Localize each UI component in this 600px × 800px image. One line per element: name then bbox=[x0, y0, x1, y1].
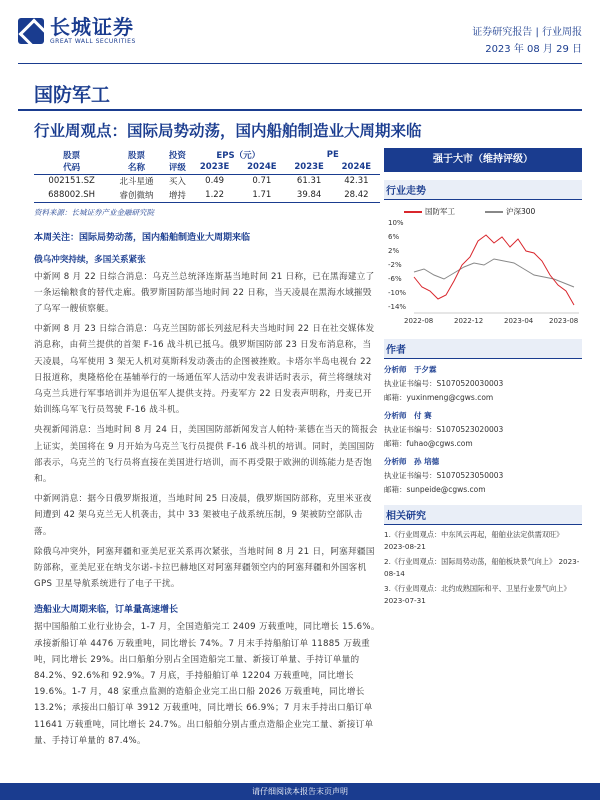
report-date: 2023 年 08 月 29 日 bbox=[485, 44, 582, 55]
th: 2024E bbox=[333, 161, 380, 174]
th: 2023E bbox=[285, 161, 332, 174]
x-tick: 2023-04 bbox=[504, 317, 534, 325]
cell: 39.84 bbox=[285, 188, 332, 202]
table-source: 资料来源：长城证券产业金融研究院 bbox=[34, 207, 154, 217]
cell: 42.31 bbox=[344, 176, 369, 187]
cell: 0.71 bbox=[252, 176, 272, 187]
legend-item: 国防军工 bbox=[404, 206, 455, 217]
th: 股票 bbox=[127, 150, 145, 161]
cell: 买入 bbox=[168, 177, 186, 188]
section-heading: 俄乌冲突持续，多国关系紧张 bbox=[34, 254, 146, 265]
x-tick: 2023-08 bbox=[549, 317, 579, 325]
paragraph: 除俄乌冲突外，阿塞拜疆和亚美尼亚关系再次紧张，当地时间 8 月 21 日，阿塞拜疆国防部称，亚美尼亚在纳戈尔诺-卡拉巴赫地区对阿塞拜疆领空内的阿塞拜疆和外国客机 GPS 卫星导航系统进行了电子干扰。 bbox=[34, 546, 375, 590]
logo-english: GREAT WALL SECURITIES bbox=[50, 38, 136, 45]
y-tick: 10% bbox=[388, 219, 404, 227]
trend-heading: 行业走势 bbox=[384, 180, 582, 200]
cell: 1.22 bbox=[191, 188, 238, 202]
y-tick: -10% bbox=[388, 289, 407, 297]
authors-heading: 作者 bbox=[384, 339, 582, 359]
logo-text: 长城证券 bbox=[50, 15, 134, 39]
x-tick: 2022-12 bbox=[454, 317, 484, 325]
footer-notice: 请仔细阅读本报告末页声明 bbox=[0, 783, 600, 800]
table-row bbox=[34, 188, 380, 202]
paragraph: 中新网 8 月 23 日综合消息：乌克兰国防部长列兹尼科夫当地时间 22 日在社交媒体发消息称，由荷兰提供的首架 F-16 战斗机已抵乌。俄罗斯国防部 23 日发布消息称，当天凌晨，乌军使用 3 架无人机对莫斯科发动袭击的企图被挫败。卡塔尔半岛电视台 22 日报道称，奥隆格伦在基辅举行的一场通伍军人活动中发表讲话时表示，荷兰将继续对乌克兰兵进行军事培训并为退伍军人提供支持。丹麦军方 22 日发表声明称，丹麦已开始训练乌军飞行员驾驶 F-16 战斗机。 bbox=[34, 324, 375, 416]
cell: 688002.SH bbox=[34, 188, 109, 202]
related-item[interactable]: 1.《行业周观点：中东风云再起，船舶业法定供需双旺》 2023-08-21 bbox=[384, 530, 564, 551]
cell: 61.31 bbox=[296, 176, 322, 187]
th: 2023E bbox=[191, 161, 238, 174]
industry-title: 国防军工 bbox=[34, 84, 111, 106]
rating-badge: 强于大市（维持评级） bbox=[384, 148, 582, 172]
related-item[interactable]: 3.《行业周观点：北约成熟国际和平、卫星行业景气向上》 2023-07-31 bbox=[384, 584, 571, 605]
y-tick: -6% bbox=[388, 275, 402, 283]
author-block: 分析师 付 赛 执业证书编号：S1070523020003 邮箱：fuhao@cgws.com bbox=[384, 411, 504, 448]
author-block: 分析师 于夕霖 执业证书编号：S1070520030003 邮箱：yuxinmeng@cgws.com bbox=[384, 365, 504, 402]
stock-table bbox=[34, 148, 380, 203]
paragraph: 央视新闻消息：当地时间 8 月 24 日，美国国防部新闻发言人帕特·莱德在当天的简报会上证实，美国将在 9 月开始为乌克兰飞行员提供 F-16 战斗机的培训。同时，美国国防部表示，乌克兰的飞行员将直接在美国进行培训，而不再受限于欧洲的训练能力是否饱和。 bbox=[34, 425, 378, 484]
report-header bbox=[0, 0, 600, 60]
sidebar bbox=[384, 148, 582, 606]
cell: 28.42 bbox=[333, 188, 380, 202]
th: 股票 bbox=[63, 150, 81, 161]
trend-chart bbox=[384, 217, 582, 327]
legend-item: 沪深300 bbox=[485, 206, 535, 217]
logo-icon bbox=[18, 18, 44, 44]
related-heading: 相关研究 bbox=[384, 505, 582, 525]
main-column bbox=[34, 148, 380, 749]
th: 投资 bbox=[168, 150, 186, 161]
legend-swatch bbox=[485, 211, 503, 213]
y-tick: 6% bbox=[388, 233, 400, 241]
company-logo bbox=[18, 16, 136, 45]
th: 2024E bbox=[238, 161, 285, 174]
cell: 1.71 bbox=[238, 188, 285, 202]
section-heading: 造船业大周期来临，订单量高速增长 bbox=[34, 605, 179, 616]
report-title: 行业周观点：国际局势动荡，国内船舶制造业大周期来临 bbox=[34, 122, 422, 140]
legend-swatch bbox=[404, 211, 422, 213]
paragraph: 中新网消息：据今日俄罗斯报道，当地时间 25 日凌晨，俄罗斯国防部称，克里米亚夜间遭到 42 架乌克兰无人机袭击，其中 33 架被电子战系统压制，9 架被防空部队击落。 bbox=[34, 494, 372, 537]
y-tick: -2% bbox=[388, 261, 402, 269]
paragraph: 据中国船舶工业行业协会，1-7 月，全国造船完工 2409 万载重吨，同比增长 15.6%。承接新船订单 4476 万载重吨，同比增长 74%。7 月末手持船舶订单 11885 万载重吨，同比增长 29%。出口船舶分别占全国造船完工量、新接订单量、手持订单量的 84.2%、92.6%和 92.9%。7 月底，手持船舶订单 12204 万载重吨，同比增长 19.6%。1-7 月，48 家重点监测的造船企业完工出口船 2026 万载重吨，同比增长 13.2%；承接出口船订单 3912 万载重吨，同比增长 66.9%；7 月末手持出口船订单 11641 万载重吨，同比增长 24.7%。出口船舶分别占重点造船企业完工量、新接订单量、手持订单量的 87.4%。 bbox=[34, 622, 380, 746]
cell: 北斗星通 bbox=[119, 177, 154, 188]
th: 代码 bbox=[34, 161, 109, 174]
table-row bbox=[34, 174, 380, 188]
divider bbox=[18, 109, 582, 111]
series-line-index bbox=[414, 259, 574, 287]
series-line-sector bbox=[414, 235, 574, 305]
divider bbox=[18, 63, 582, 64]
cell: 002151.SZ bbox=[48, 176, 95, 187]
y-tick: 2% bbox=[388, 247, 400, 255]
report-type: 证券研究报告 | 行业周报 bbox=[472, 27, 582, 38]
author-block: 分析师 孙 培德 执业证书编号：S1070523050003 邮箱：sunpeide@cgws.com bbox=[384, 457, 504, 494]
th: PE bbox=[326, 149, 339, 160]
cell: 睿创微纳 bbox=[109, 188, 164, 202]
cell: 0.49 bbox=[205, 176, 225, 187]
th: 名称 bbox=[109, 161, 164, 174]
paragraph: 中新网 8 月 22 日综合消息：乌克兰总统泽连斯基当地时间 21 日称，已在黑海建立了一条运输粮食的替代走廊。俄罗斯国防部当地时间 22 日称，当天凌晨在黑海水域摧毁了乌军一艘侦察艇。 bbox=[34, 271, 375, 314]
focus-heading: 本周关注：国际局势动荡，国内船舶制造业大周期来临 bbox=[34, 232, 251, 243]
th: EPS（元） bbox=[216, 150, 261, 161]
x-tick: 2022-08 bbox=[404, 317, 434, 325]
cell: 增持 bbox=[164, 188, 191, 202]
th: 评级 bbox=[164, 161, 191, 174]
y-tick: -14% bbox=[388, 303, 407, 311]
related-item[interactable]: 2.《行业周观点：国际局势动荡，船舶板块景气向上》 2023-08-14 bbox=[384, 557, 580, 578]
